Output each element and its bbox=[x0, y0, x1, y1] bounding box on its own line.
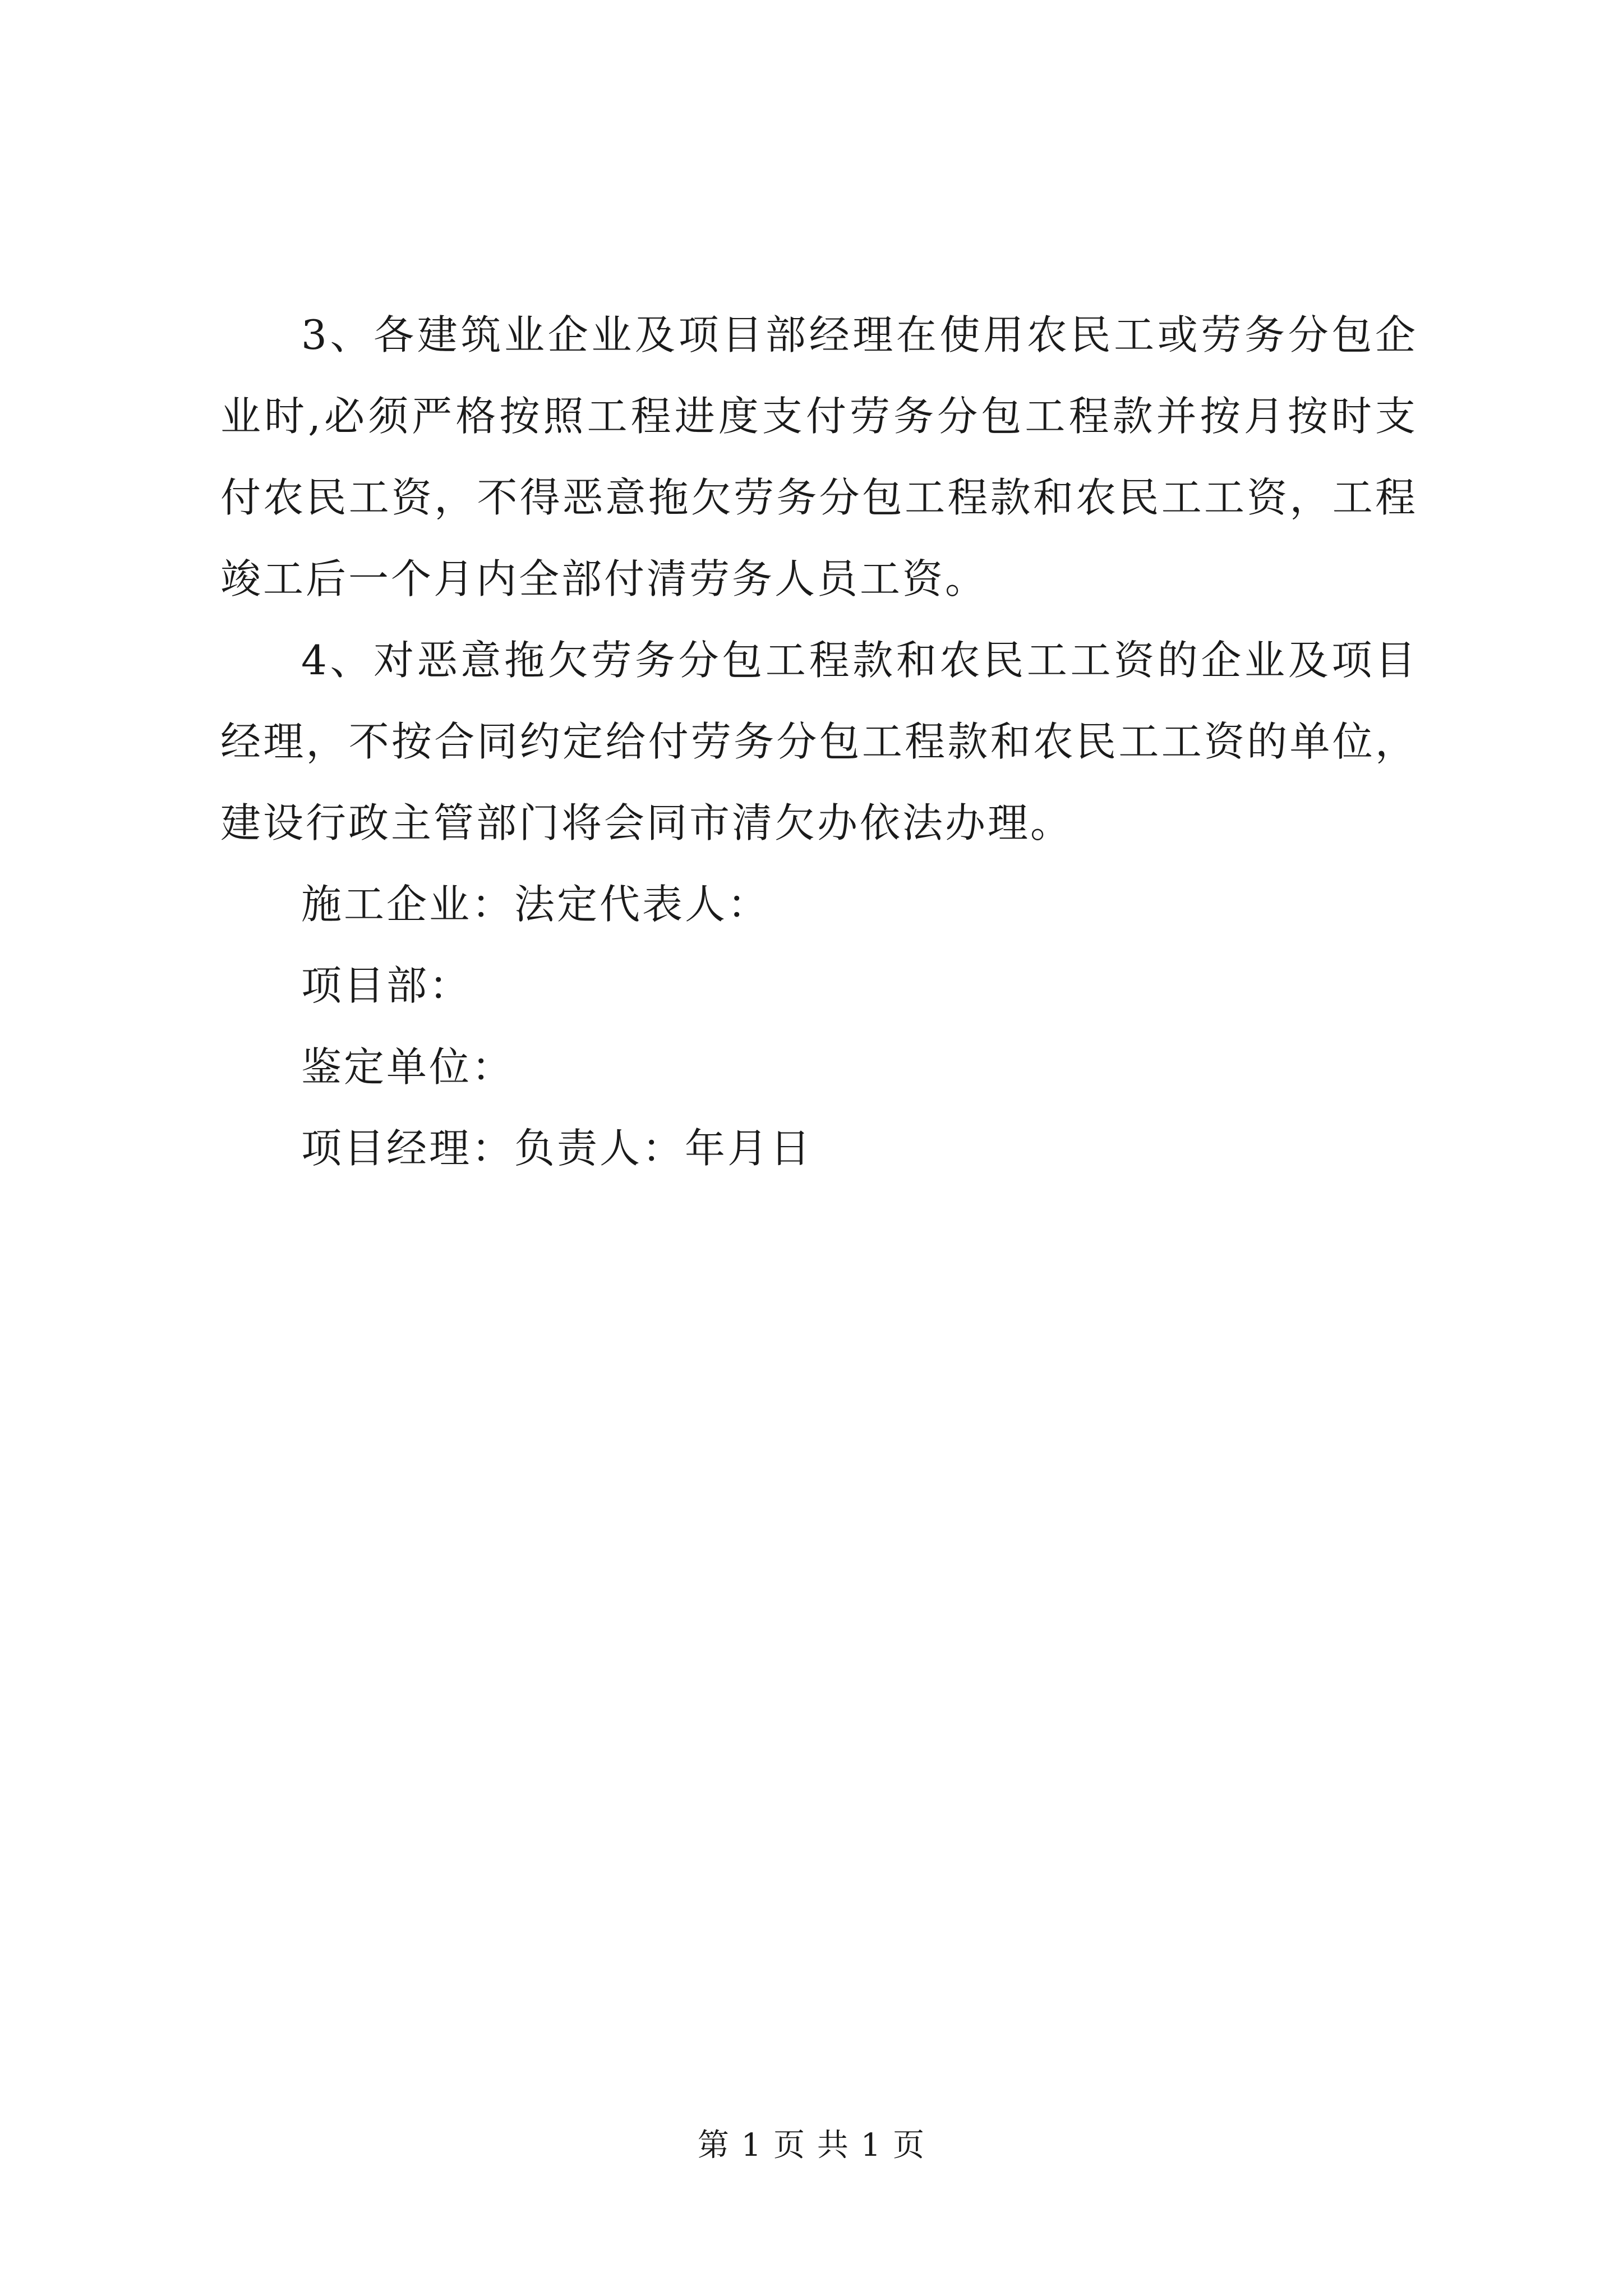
paragraph-3: 3、各建筑业企业及项目部经理在使用农民工或劳务分包企业时,必须严格按照工程进度支付劳务分包工程款并按月按时支付农民工资，不得恶意拖欠劳务分包工程款和农民工工资，工程竣工后一个月内全部付清劳务人员工资。 bbox=[220, 311, 1418, 602]
document-body bbox=[220, 295, 1418, 1189]
field-project-manager: 项目经理：负责人：年月日 bbox=[301, 1125, 813, 1172]
page-number-footer: 第 1 页 共 1 页 bbox=[697, 2127, 926, 2164]
field-project-department: 项目部： bbox=[301, 962, 472, 1009]
field-construction-enterprise: 施工企业：法定代表人： bbox=[301, 881, 771, 928]
paragraph-4: 4、对恶意拖欠劳务分包工程款和农民工工资的企业及项目经理，不按合同约定给付劳务分包工程款和农民工工资的单位，建设行政主管部门将会同市清欠办依法办理。 bbox=[220, 637, 1418, 846]
field-appraisal-unit: 鉴定单位： bbox=[301, 1043, 515, 1091]
